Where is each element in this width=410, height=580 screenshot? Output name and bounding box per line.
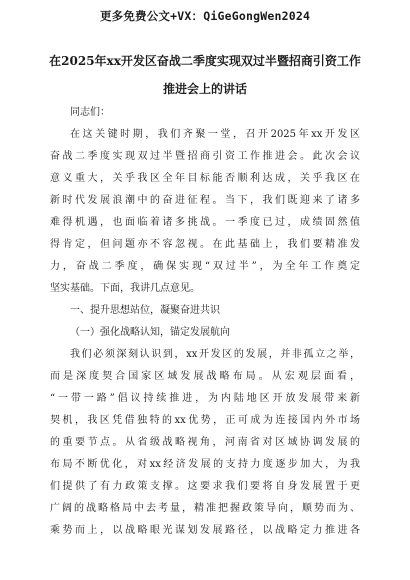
paragraph-line: 坚实基础。下面，我讲几点意见。 — [50, 283, 200, 294]
paragraph-line: 广阔的战略格局中去考量，精准把握政策导向，顺势而为、 — [50, 503, 360, 514]
document-title-line-1: 在2025年xx开发区奋战二季度实现双过半暨招商引资工作 — [49, 54, 361, 68]
paragraph-line: 得肯定，但问题亦不容忽视。在此基础上，我们要精准发 — [50, 239, 360, 250]
subsection-heading: （一）强化战略认知，锚定发展航向 — [70, 327, 230, 338]
document-title-line-2: 推进会上的讲话 — [162, 82, 247, 96]
paragraph-line: 布局不断优化，对xx经济发展的支持力度逐步加大，为我 — [50, 459, 360, 470]
paragraph-line: 奋战二季度实现双过半暨招商引资工作推进会。此次会议 — [50, 151, 360, 162]
paragraph-line: 力，奋战二季度，确保实现“双过半”，为全年工作奠定 — [50, 261, 360, 272]
paragraph-line: 意义重大，关乎我区全年目标能否顺利达成，关乎我区在 — [50, 173, 360, 184]
section-heading: 一、提升思想站位，凝聚奋进共识 — [70, 305, 220, 316]
paragraph-line: 们提供了有力政策支撑。这要求我们要将自身发展置于更 — [50, 481, 360, 492]
paragraph-line: 的重要节点。从省级战略视角，河南省对区域协调发展的 — [50, 437, 360, 448]
paragraph-line: 契机，我区凭借独特的xx优势，正可成为连接国内外市场 — [50, 415, 360, 426]
paragraph-line: 难得机遇，也面临着诸多挑战。一季度已过，成绩固然值 — [50, 217, 360, 228]
paragraph-line: 在这关键时期，我们齐聚一堂，召开2025年xx开发区 — [70, 129, 360, 140]
paragraph-line: 新时代发展浪潮中的奋进征程。当下，我们既迎来了诸多 — [50, 195, 360, 206]
paragraph-line: 乘势而上，以战略眼光谋划发展路径，以战略定力推进各 — [50, 525, 360, 536]
promo-banner: 更多免费公文+VX：QiGeGongWen2024 — [99, 9, 311, 23]
paragraph-line: 我们必须深刻认识到，xx开发区的发展，并非孤立之举， — [70, 349, 360, 360]
paragraph-line: 而是深度契合国家区域发展战略布局。从宏观层面看， — [50, 371, 360, 382]
paragraph-line: “一带一路”倡议持续推进，为内陆地区开放发展带来新 — [50, 393, 360, 404]
salutation: 同志们： — [70, 107, 110, 118]
